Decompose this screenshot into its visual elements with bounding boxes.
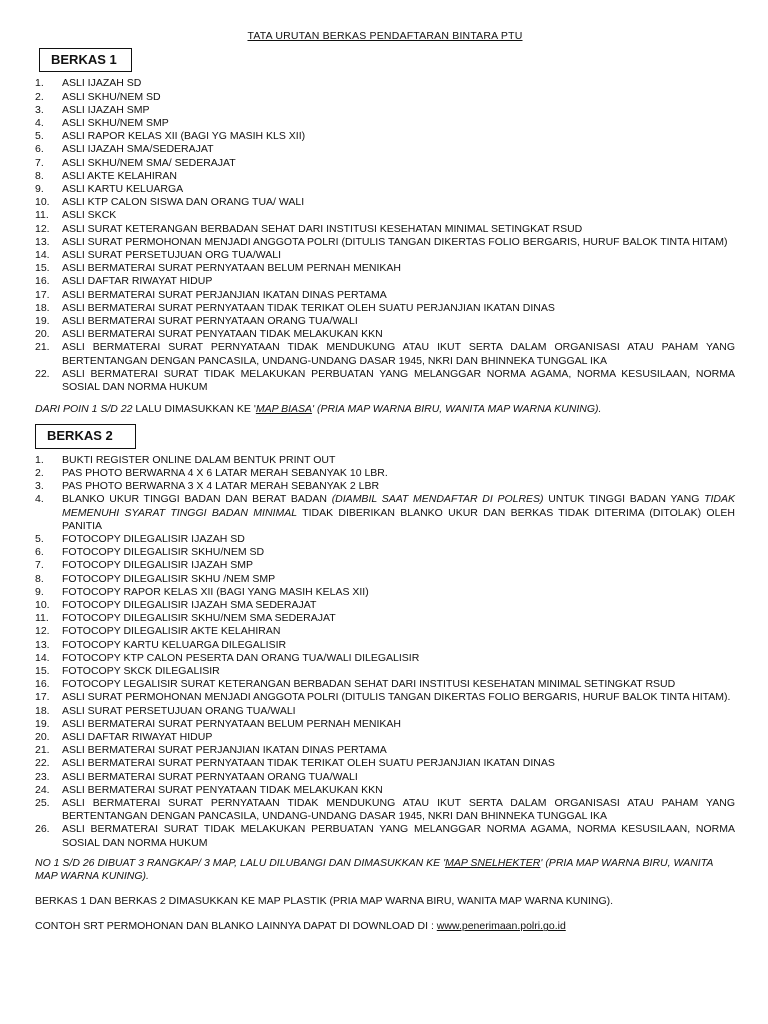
- item-text: ASLI SKHU/NEM SMA/ SEDERAJAT: [62, 156, 236, 169]
- item-number: 8.: [35, 572, 44, 585]
- item-text: ASLI SURAT PERSETUJUAN ORG TUA/WALI: [62, 249, 281, 262]
- item-number: 11.: [35, 612, 49, 625]
- item-text: ASLI BERMATERAI SURAT PERNYATAAN TIDAK TERIKAT OLEH SUATU PERJANJIAN IKATAN DINAS: [62, 757, 555, 770]
- berkas2-item: [35, 559, 735, 572]
- item-number: 17.: [35, 691, 50, 704]
- berkas1-item: [35, 157, 735, 170]
- item-text: ASLI RAPOR KELAS XII (BAGI YG MASIH KLS XII): [62, 130, 306, 143]
- item-number: 17.: [35, 288, 50, 301]
- berkas-2-list: [35, 454, 735, 850]
- item-number: 19.: [35, 717, 50, 730]
- berkas2-item: [35, 612, 735, 625]
- berkas2-item: [35, 678, 735, 691]
- berkas2-item: [35, 731, 735, 744]
- item-text: ASLI BERMATERAI SURAT PERJANJIAN IKATAN DINAS PERTAMA: [62, 744, 387, 757]
- berkas2-item: [35, 454, 735, 467]
- item-number: 12.: [35, 222, 50, 235]
- item-text: ASLI SKCK: [62, 209, 117, 222]
- berkas2-item: [35, 639, 735, 652]
- item-number: 21.: [35, 341, 50, 354]
- berkas-2-note-colors: ' (PRIA MAP WARNA BIRU, WANITA MAP WARNA KUNING).: [35, 856, 713, 882]
- item-text: ASLI SURAT KETERANGAN BERBADAN SEHAT DARI INSTITUSI KESEHATAN MINIMAL SETINGKAT RSUD: [62, 222, 583, 235]
- item-text: ASLI BERMATERAI SURAT PERNYATAAN TIDAK TERIKAT OLEH SUATU PERJANJIAN IKATAN DINAS: [62, 301, 555, 314]
- berkas1-item: [35, 77, 735, 90]
- berkas1-item: [35, 368, 735, 394]
- berkas1-item: [35, 223, 735, 236]
- item-text: ASLI SKHU/NEM SD: [62, 90, 161, 103]
- berkas2-item: [35, 705, 735, 718]
- item-text: PAS PHOTO BERWARNA 3 X 4 LATAR MERAH SEBANYAK 2 LBR: [62, 480, 380, 493]
- berkas-1-heading: BERKAS 1: [39, 48, 132, 72]
- item-number: 10.: [35, 196, 50, 209]
- berkas1-item: [35, 196, 735, 209]
- berkas2-item: [35, 718, 735, 731]
- berkas2-item: [35, 823, 735, 849]
- item-number: 23.: [35, 770, 50, 783]
- berkas2-item: [35, 533, 735, 546]
- item-text: ASLI KARTU KELUARGA: [62, 183, 184, 196]
- item-number: 12.: [35, 625, 50, 638]
- item-text: FOTOCOPY KTP CALON PESERTA DAN ORANG TUA/WALI DILEGALISIR: [62, 651, 420, 664]
- item-number: 13.: [35, 638, 50, 651]
- item-text: ASLI BERMATERAI SURAT PERJANJIAN IKATAN DINAS PERTAMA: [62, 288, 387, 301]
- berkas2-item: [35, 757, 735, 770]
- item-text: ASLI BERMATERAI SURAT PERNYATAAN TIDAK MENDUKUNG ATAU IKUT SERTA DALAM ORGANISASI ATAU PAHAM YANG BERTENTANGAN DENGAN PANCASILA, UNDANG-UNDANG DASAR 1945, NKRI DAN BHINNEKA TUNGGAL IKA: [62, 796, 735, 823]
- berkas2-item: [35, 546, 735, 559]
- item-number: 6.: [35, 546, 44, 559]
- item-text: ASLI SURAT PERMOHONAN MENJADI ANGGOTA POLRI (DITULIS TANGAN DIKERTAS FOLIO BERGARIS, HURUF BALOK TINTA HITAM): [62, 235, 728, 248]
- closing-note: BERKAS 1 DAN BERKAS 2 DIMASUKKAN KE MAP PLASTIK (PRIA MAP WARNA BIRU, WANITA MAP WARNA KUNING).: [35, 895, 614, 908]
- berkas1-item: [35, 183, 735, 196]
- item-text: ASLI IJAZAH SD: [62, 77, 142, 90]
- berkas-2-note: [35, 857, 735, 883]
- item-text: ASLI KTP CALON SISWA DAN ORANG TUA/ WALI: [62, 196, 305, 209]
- berkas2-item: [35, 652, 735, 665]
- berkas1-item: [35, 328, 735, 341]
- item-text: FOTOCOPY DILEGALISIR IJAZAH SMP: [62, 559, 253, 572]
- item-text: ASLI BERMATERAI SURAT PERNYATAAN BELUM PERNAH MENIKAH: [62, 717, 401, 730]
- berkas-1-list: [35, 77, 735, 394]
- item-number: 2.: [35, 90, 44, 103]
- item-text: ASLI DAFTAR RIWAYAT HIDUP: [62, 730, 213, 743]
- berkas-2-note-map: MAP SNELHEKTER: [445, 856, 541, 869]
- item-text: ASLI DAFTAR RIWAYAT HIDUP: [62, 275, 213, 288]
- item-number: 3.: [35, 480, 44, 493]
- berkas1-item: [35, 91, 735, 104]
- item-number: 7.: [35, 559, 44, 572]
- item-text-part: (DIAMBIL SAAT MENDAFTAR DI POLRES): [331, 493, 544, 506]
- berkas1-item: [35, 117, 735, 130]
- item-text-part: UNTUK TINGGI BADAN YANG: [543, 493, 705, 506]
- berkas1-item: [35, 289, 735, 302]
- item-text: FOTOCOPY DILEGALISIR IJAZAH SMA SEDERAJAT: [62, 598, 317, 611]
- item-text: ASLI SKHU/NEM SMP: [62, 117, 169, 130]
- item-number: 4.: [35, 117, 44, 130]
- item-number: 6.: [35, 143, 44, 156]
- item-text-part: BLANKO UKUR TINGGI BADAN DAN BERAT BADAN: [62, 493, 332, 506]
- item-number: 16.: [35, 275, 50, 288]
- item-text: ASLI BERMATERAI SURAT TIDAK MELAKUKAN PERBUATAN YANG MELANGGAR NORMA AGAMA, NORMA KESUSILAAN, NORMA SOSIAL DAN NORMA HUKUM: [62, 367, 735, 394]
- berkas-1-note: [35, 403, 735, 416]
- item-text: FOTOCOPY DILEGALISIR SKHU/NEM SD: [62, 546, 265, 559]
- berkas1-item: [35, 275, 735, 288]
- berkas-1-note-map: MAP BIASA: [255, 403, 313, 416]
- item-number: 14.: [35, 249, 50, 262]
- item-number: 13.: [35, 235, 50, 248]
- item-number: 11.: [35, 209, 49, 222]
- item-number: 8.: [35, 169, 44, 182]
- berkas2-item: [35, 771, 735, 784]
- berkas-1-note-colors: ' (PRIA MAP WARNA BIRU, WANITA MAP WARNA KUNING).: [312, 403, 602, 416]
- item-text: ASLI IJAZAH SMA/SEDERAJAT: [62, 143, 214, 156]
- berkas2-item: [35, 599, 735, 612]
- item-number: 9.: [35, 585, 44, 598]
- item-text: FOTOCOPY DILEGALISIR SKHU /NEM SMP: [62, 572, 276, 585]
- item-number: 9.: [35, 183, 44, 196]
- item-text: FOTOCOPY DILEGALISIR SKHU/NEM SMA SEDERAJAT: [62, 612, 336, 625]
- item-number: 5.: [35, 130, 44, 143]
- download-text: CONTOH SRT PERMOHONAN DAN BLANKO LAINNYA DAPAT DI DOWNLOAD DI :: [35, 920, 437, 933]
- item-text: FOTOCOPY DILEGALISIR IJAZAH SD: [62, 532, 245, 545]
- item-text: ASLI BERMATERAI SURAT PENYATAAN TIDAK MELAKUKAN KKN: [62, 783, 383, 796]
- berkas1-item: [35, 209, 735, 222]
- item-text: PAS PHOTO BERWARNA 4 X 6 LATAR MERAH SEBANYAK 10 LBR.: [62, 466, 388, 479]
- item-number: 15.: [35, 262, 50, 275]
- item-number: 10.: [35, 598, 50, 611]
- document-title: TATA URUTAN BERKAS PENDAFTARAN BINTARA PTU: [247, 30, 523, 42]
- item-text: ASLI BERMATERAI SURAT PERNYATAAN ORANG TUA/WALI: [62, 315, 358, 328]
- berkas2-item: [35, 573, 735, 586]
- download-link[interactable]: www.penerimaan.polri.go.id: [436, 920, 566, 933]
- item-text: ASLI SURAT PERSETUJUAN ORANG TUA/WALI: [62, 704, 296, 717]
- item-text: ASLI AKTE KELAHIRAN: [62, 169, 177, 182]
- berkas-2-heading: BERKAS 2: [35, 424, 136, 448]
- item-number: 1.: [35, 453, 44, 466]
- item-number: 25.: [35, 796, 50, 809]
- item-text: [62, 493, 735, 533]
- item-text: ASLI BERMATERAI SURAT PENYATAAN TIDAK MELAKUKAN KKN: [62, 328, 383, 341]
- item-number: 15.: [35, 664, 50, 677]
- item-number: 3.: [35, 103, 44, 116]
- berkas2-item: [35, 784, 735, 797]
- berkas-1-note-text: LALU DIMASUKKAN KE ': [132, 403, 256, 416]
- item-text: FOTOCOPY RAPOR KELAS XII (BAGI YANG MASIH KELAS XII): [62, 585, 369, 598]
- item-text: FOTOCOPY SKCK DILEGALISIR: [62, 664, 220, 677]
- berkas1-item: [35, 170, 735, 183]
- item-number: 24.: [35, 783, 50, 796]
- item-number: 14.: [35, 651, 50, 664]
- berkas1-item: [35, 262, 735, 275]
- document-page: [35, 30, 735, 934]
- item-text-part: TIDAK MEMENUHI SYARAT TINGGI BADAN MINIMAL: [62, 493, 735, 519]
- berkas2-item: [35, 586, 735, 599]
- berkas1-item: [35, 341, 735, 367]
- berkas2-item: [35, 797, 735, 823]
- berkas1-item: [35, 143, 735, 156]
- download-note: [35, 920, 735, 933]
- item-number: 26.: [35, 823, 50, 836]
- item-number: 1.: [35, 77, 44, 90]
- berkas2-item: [35, 691, 735, 704]
- berkas1-item: [35, 130, 735, 143]
- berkas2-item: [35, 744, 735, 757]
- item-number: 21.: [35, 744, 50, 757]
- item-text: FOTOCOPY DILEGALISIR AKTE KELAHIRAN: [62, 625, 281, 638]
- item-number: 22.: [35, 367, 50, 380]
- berkas-2-note-text: NO 1 S/D 26 DIBUAT 3 RANGKAP/ 3 MAP, LALU DILUBANGI DAN DIMASUKKAN KE ': [35, 856, 446, 869]
- berkas2-item: [35, 480, 735, 493]
- item-number: 4.: [35, 493, 44, 506]
- item-text: ASLI SURAT PERMOHONAN MENJADI ANGGOTA POLRI (DITULIS TANGAN DIKERTAS FOLIO BERGARIS, HURUF BALOK TINTA HITAM).: [62, 691, 731, 704]
- item-number: 18.: [35, 301, 50, 314]
- item-number: 7.: [35, 156, 44, 169]
- berkas1-item: [35, 315, 735, 328]
- item-text: BUKTI REGISTER ONLINE DALAM BENTUK PRINT OUT: [62, 453, 336, 466]
- item-number: 16.: [35, 678, 50, 691]
- item-number: 5.: [35, 532, 44, 545]
- berkas1-item: [35, 249, 735, 262]
- berkas-1-note-range: DARI POIN 1 S/D 22: [35, 403, 133, 416]
- item-text: ASLI BERMATERAI SURAT PERNYATAAN TIDAK MENDUKUNG ATAU IKUT SERTA DALAM ORGANISASI ATAU PAHAM YANG BERTENTANGAN DENGAN PANCASILA, UNDANG-UNDANG DASAR 1945, NKRI DAN BHINNEKA TUNGGAL IKA: [62, 341, 735, 367]
- item-number: 2.: [35, 466, 44, 479]
- item-text: ASLI BERMATERAI SURAT TIDAK MELAKUKAN PERBUATAN YANG MELANGGAR NORMA AGAMA, NORMA KESUSILAAN, NORMA SOSIAL DAN NORMA HUKUM: [62, 823, 735, 849]
- item-number: 19.: [35, 315, 50, 328]
- berkas1-item: [35, 236, 735, 249]
- berkas2-item: [35, 665, 735, 678]
- item-text: ASLI IJAZAH SMP: [62, 103, 150, 116]
- item-number: 20.: [35, 328, 50, 341]
- berkas2-item: [35, 493, 735, 533]
- item-text: ASLI BERMATERAI SURAT PERNYATAAN BELUM PERNAH MENIKAH: [62, 262, 401, 275]
- item-text-part: TIDAK DIBERIKAN BLANKO UKUR DAN BERKAS TIDAK DITERIMA (DITOLAK) OLEH PANITIA: [62, 506, 735, 532]
- item-number: 20.: [35, 730, 50, 743]
- item-text: ASLI BERMATERAI SURAT PERNYATAAN ORANG TUA/WALI: [62, 770, 358, 783]
- berkas2-item: [35, 625, 735, 638]
- item-text: FOTOCOPY KARTU KELUARGA DILEGALISIR: [62, 638, 287, 651]
- item-text: FOTOCOPY LEGALISIR SURAT KETERANGAN BERBADAN SEHAT DARI INSTITUSI KESEHATAN MINIMAL SETINGKAT RSUD: [62, 678, 676, 691]
- berkas1-item: [35, 104, 735, 117]
- berkas2-item: [35, 467, 735, 480]
- item-number: 22.: [35, 757, 50, 770]
- item-number: 18.: [35, 704, 50, 717]
- berkas1-item: [35, 302, 735, 315]
